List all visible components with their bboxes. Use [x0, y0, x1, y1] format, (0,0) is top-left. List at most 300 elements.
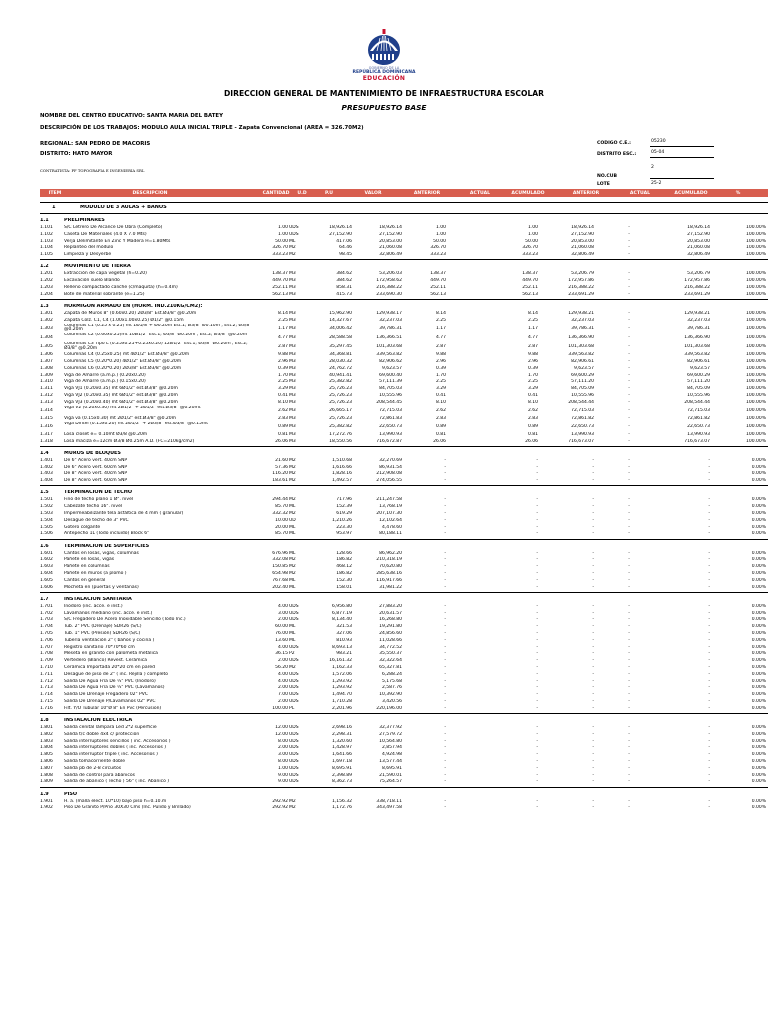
distrito-esc-value: 05-04 — [651, 150, 665, 155]
cell-vant: 22,650.73 — [571, 424, 594, 429]
cell-vant: 172,957.86 — [568, 278, 594, 284]
cell-ant: - — [444, 511, 446, 517]
cell-desc: Desagüe de techo de 3" PVC — [64, 517, 129, 523]
col-anterior: ANTERIOR — [413, 190, 441, 196]
cell-ud: M3 — [289, 335, 296, 341]
cell-pct: 0.00% — [751, 798, 766, 804]
cell-vacu: 72,715.03 — [687, 408, 710, 413]
cell-vacu: - — [708, 671, 710, 677]
table-row — [40, 352, 768, 359]
cell-pu: 1,510.68 — [331, 457, 352, 463]
cell-vant: 32,806.49 — [571, 252, 594, 258]
cell-val: 32,322.64 — [379, 658, 402, 664]
cell-desc: Lavamanos mediano (inc. acce. e inst.) — [64, 610, 153, 616]
cell-acu: - — [536, 517, 538, 523]
cell-acu: - — [536, 671, 538, 677]
cell-val: 9,623.57 — [381, 365, 402, 371]
lote-label: LOTE — [597, 182, 610, 187]
cell-ant: 562.13 — [430, 291, 446, 297]
cell-qty: 56.20 — [275, 665, 288, 671]
cell-vact: - — [628, 393, 630, 399]
cell-ant: 326.70 — [430, 245, 446, 251]
cell-val: 72,861.83 — [379, 415, 402, 421]
cell-pct: 100.00% — [745, 238, 766, 244]
cell-acu: - — [536, 524, 538, 530]
cell-desc: S/C Fregadero De Acero Inoxidable Sencillo (Todo Inc.) — [64, 617, 186, 623]
table-row — [40, 464, 768, 471]
cell-ud: M3 — [289, 326, 296, 331]
col-anterior-valor: ANTERIOR — [572, 190, 600, 196]
cell-pu: 152.30 — [336, 577, 352, 583]
cell-pu: 152.39 — [336, 504, 352, 510]
cell-pu: 158.01 — [336, 584, 352, 590]
cell-vact: - — [628, 752, 630, 758]
table-row — [40, 438, 768, 445]
cell-acu: 138.37 — [522, 271, 538, 277]
cell-acu: - — [536, 738, 538, 744]
cell-desc: Tub. 1" PVC (Presión) SDR26 (S/C) — [64, 631, 141, 637]
cell-vact: - — [628, 671, 630, 677]
table-row — [40, 392, 768, 399]
cell-pct: 0.00% — [751, 457, 766, 463]
col-actual-valor: ACTUAL — [629, 190, 651, 196]
cell-desc: Verja Delimitante En Zinc Y Madera H=1.80Mts — [64, 238, 171, 244]
cell-vacu: - — [708, 658, 710, 664]
table-row — [40, 399, 768, 406]
table-row — [40, 415, 768, 422]
cell-vact: - — [628, 517, 630, 523]
cell-pu: 384.62 — [336, 271, 352, 277]
table-row — [40, 278, 768, 285]
cell-vant: 27,152.90 — [571, 231, 594, 237]
cell-vant: - — [592, 725, 594, 731]
cell-vant: - — [592, 678, 594, 684]
cell-vact: - — [628, 471, 630, 477]
cell-vacu: 32,237.03 — [687, 317, 710, 323]
cell-vacu: - — [708, 705, 710, 711]
cell-pct: 100.00% — [745, 408, 766, 413]
cell-pct: 100.00% — [745, 231, 766, 237]
col-pu: P.U — [325, 190, 333, 196]
table-row — [40, 724, 768, 731]
cell-qty: 9.00 — [277, 772, 288, 778]
cell-qty: 13.60 — [275, 637, 288, 643]
cell-qty: 1.70 — [277, 372, 288, 378]
table-row — [40, 745, 768, 752]
cell-ant: - — [444, 738, 446, 744]
cell-item: 1.802 — [40, 731, 53, 737]
cell-val: 32,806.49 — [379, 252, 402, 258]
cell-vacu: - — [708, 624, 710, 630]
cell-pu: 18,550.56 — [329, 438, 352, 444]
cell-ud: ML — [289, 531, 296, 537]
cell-vant: - — [592, 805, 594, 811]
cell-val: 2,587.76 — [381, 685, 402, 691]
cell-ud: M2 — [289, 471, 296, 477]
cell-vacu: - — [708, 557, 710, 563]
cell-ant: - — [444, 624, 446, 630]
cell-item: 1.401 — [40, 457, 53, 463]
cell-qty: 2.96 — [277, 359, 288, 365]
cell-item: 1.710 — [40, 665, 53, 671]
cell-desc: Tub. 2" PVC (Drenaje) SDR26 (S/C) — [64, 624, 142, 630]
cell-qty: 50.00 — [275, 238, 288, 244]
cell-ant: - — [444, 637, 446, 643]
cell-pct: 100.00% — [745, 438, 766, 444]
cell-qty: 150.85 — [272, 564, 288, 570]
cell-acu: - — [536, 637, 538, 643]
cell-desc: Salida de control para abanicos — [64, 772, 135, 778]
cell-desc: Salida De Drenaje P/Lavamanos 02" PVC — [64, 699, 156, 705]
table-row — [40, 577, 768, 584]
cell-pct: 100.00% — [745, 285, 766, 291]
cell-pct: 0.00% — [751, 692, 766, 698]
cell-desc: Inodoro (inc. acce. e inst.) — [64, 603, 123, 609]
cell-vact: - — [628, 399, 630, 405]
cell-ant: 2.25 — [435, 317, 446, 323]
cell-vant: 339,563.82 — [568, 352, 594, 358]
cell-desc: Relleno compactado caliche (c/maquita) (h=0.4m) — [64, 285, 178, 291]
cell-acu: 3.29 — [527, 386, 538, 392]
cell-desc: Salida interruptor triple ( inc. Accesorios ) — [64, 752, 158, 758]
cell-vant: - — [592, 692, 594, 698]
cell-ant: 4.77 — [435, 335, 446, 341]
cell-item: 1.302 — [40, 317, 53, 323]
cell-pct: 0.00% — [751, 471, 766, 477]
cell-vant: - — [592, 745, 594, 751]
cell-pu: 24,762.72 — [329, 365, 352, 371]
cell-vact: - — [628, 564, 630, 570]
table-row — [40, 637, 768, 644]
cell-val: 22,650.73 — [379, 424, 402, 429]
cell-desc: Pañete en columnas — [64, 564, 110, 570]
cell-ud: M2 — [289, 805, 296, 811]
cell-vant: 18,926.14 — [571, 225, 594, 231]
cell-ant: 2.83 — [435, 415, 446, 421]
cell-desc: Mocheta en (puertas y ventanas) — [64, 584, 139, 590]
cell-val: 220,196.00 — [376, 705, 402, 711]
cell-vant: 32,237.03 — [571, 317, 594, 323]
cell-desc: MOVIMIENTO DE TIERRA — [64, 264, 131, 270]
cell-acu: - — [536, 731, 538, 737]
cell-qty: 2.00 — [277, 658, 288, 664]
cell-ant: 0.39 — [435, 365, 446, 371]
cell-item: 1.6 — [40, 543, 49, 549]
cell-qty: 2.00 — [277, 617, 288, 623]
cell-pu: 2,698.16 — [331, 725, 352, 731]
cell-ud: UDS — [289, 725, 299, 731]
cell-pct: 100.00% — [745, 352, 766, 358]
cell-desc: De 6" Acero vert. 40cm SNP — [64, 457, 128, 463]
cell-ant: 2.25 — [435, 379, 446, 385]
cell-val: 53,206.03 — [379, 271, 402, 277]
cell-qty: 2.00 — [277, 745, 288, 751]
cell-acu: - — [536, 699, 538, 705]
cell-ant: - — [444, 651, 446, 657]
group-row — [40, 258, 768, 270]
cell-item: 1.204 — [40, 291, 53, 297]
cell-item: 1.801 — [40, 725, 53, 731]
cell-vact: - — [628, 725, 630, 731]
cell-pu: 25,726.23 — [329, 399, 352, 405]
cell-vacu: - — [708, 805, 710, 811]
cell-desc: Bote de material sobrante (e=1.25) — [64, 291, 145, 297]
cell-vant: - — [592, 497, 594, 503]
cell-item: 1 — [52, 205, 56, 210]
cell-ant: - — [444, 457, 446, 463]
cell-desc: Registro sanitario 70*70*60 cm — [64, 644, 135, 650]
cell-vant: 13,990.93 — [571, 431, 594, 437]
cell-vacu: - — [708, 631, 710, 637]
cell-acu: - — [536, 752, 538, 758]
cell-item: 1.712 — [40, 678, 53, 684]
cell-desc: Columnas C2 (0.60x0.25)mt 10Ø1/2" Est.1; Ø3/8" Ø0.20m , Est.2; Ø3/8" @0.20m — [64, 333, 248, 338]
cell-val: 8,695.91 — [381, 765, 402, 771]
cell-ud: UDS — [289, 745, 299, 751]
cell-qty: 0.39 — [277, 365, 288, 371]
cell-ant: - — [444, 478, 446, 484]
table-row — [40, 291, 768, 298]
cell-vacu: - — [708, 759, 710, 765]
cell-acu: 2.83 — [527, 415, 538, 421]
cell-ant: 333.23 — [430, 252, 446, 258]
cell-vacu: - — [708, 603, 710, 609]
cell-acu: - — [536, 617, 538, 623]
cell-vact: - — [628, 431, 630, 437]
cell-item: 1.606 — [40, 584, 53, 590]
cell-val: 65,327.81 — [379, 665, 402, 671]
table-row — [40, 342, 768, 351]
cell-pu: 327.06 — [336, 631, 352, 637]
logo-line2: REPÚBLICA DOMINICANA — [352, 70, 416, 75]
cell-item: 1.312 — [40, 393, 53, 399]
cell-item: 1.4 — [40, 450, 49, 456]
cell-acu: 2.25 — [527, 317, 538, 323]
cell-item: 1.311 — [40, 386, 53, 392]
cell-pct: 0.00% — [751, 752, 766, 758]
cell-vact: - — [628, 651, 630, 657]
cell-val: 339,563.82 — [376, 352, 402, 358]
table-row — [40, 517, 768, 524]
cell-ant: - — [444, 577, 446, 583]
cell-ud: M3 — [289, 379, 296, 385]
cell-val: 116,917.66 — [376, 577, 402, 583]
cell-item: 1.9 — [40, 791, 49, 797]
cell-val: 129,938.17 — [376, 311, 402, 317]
cell-vacu: - — [708, 517, 710, 523]
cell-ud: M2 — [289, 571, 296, 577]
cell-pu: 186.82 — [336, 571, 352, 577]
nocub-underline — [650, 178, 714, 179]
cell-vacu: 101,303.68 — [684, 344, 710, 350]
cell-item: 1.314 — [40, 408, 53, 413]
cell-ud: ML — [289, 624, 296, 630]
cell-ant: - — [444, 550, 446, 556]
cell-pu: 1,293.92 — [331, 678, 352, 684]
cell-val: 212,908.08 — [376, 471, 402, 477]
cell-vacu: 9,623.57 — [689, 365, 710, 371]
cell-pct: 100.00% — [745, 335, 766, 341]
cell-ud: UDS — [289, 765, 299, 771]
cell-qty: 2.87 — [277, 344, 288, 350]
cell-acu: - — [536, 457, 538, 463]
col-cantidad: CANTIDAD — [262, 190, 290, 196]
cell-vact: - — [628, 291, 630, 297]
cell-vant: 82,906.61 — [571, 359, 594, 365]
cell-val: 27,579.72 — [379, 731, 402, 737]
cell-desc: Cantos en losas, vigas, columnas — [64, 550, 139, 556]
cell-vant: - — [592, 772, 594, 778]
cell-ud: ML — [289, 550, 296, 556]
cell-ud: M2 — [289, 564, 296, 570]
cell-val: 136,366.51 — [376, 335, 402, 341]
table-row — [40, 478, 768, 485]
cell-ant: - — [444, 603, 446, 609]
cell-ud: UD — [289, 517, 296, 523]
cell-ud: ML — [289, 504, 296, 510]
cell-acu: - — [536, 624, 538, 630]
cell-desc: Gotero colgante — [64, 524, 101, 530]
cell-pct: 0.00% — [751, 759, 766, 765]
cell-pct: 100.00% — [745, 386, 766, 392]
cell-val: 19,291.80 — [379, 624, 402, 630]
table-row — [40, 630, 768, 637]
cell-ud: P2 — [289, 651, 295, 657]
cell-acu: - — [536, 557, 538, 563]
cell-ud: M3 — [289, 372, 296, 378]
cell-vant: - — [592, 564, 594, 570]
cell-pct: 0.00% — [751, 637, 766, 643]
cell-vacu: - — [708, 685, 710, 691]
cell-desc: Replanteo del módulo — [64, 245, 114, 251]
cell-desc: Salida De Agua Fría De ½" PVC (Inodoro) — [64, 678, 156, 684]
cell-vacu: - — [708, 745, 710, 751]
cell-qty: 60.00 — [275, 624, 288, 630]
cell-item: 1.715 — [40, 699, 53, 705]
cell-ud: M2 — [289, 245, 296, 251]
cell-vacu: 216,388.22 — [684, 285, 710, 291]
cell-ud: ML — [289, 524, 296, 530]
cell-qty: 1.00 — [277, 225, 288, 231]
cell-desc: Cabezate techo 16". nivel — [64, 504, 123, 510]
cell-val: 27,152.90 — [379, 231, 402, 237]
cell-ant: - — [444, 524, 446, 530]
cell-ant: - — [444, 617, 446, 623]
cell-vact: - — [628, 379, 630, 385]
table-row — [40, 685, 768, 692]
cell-ud: M2 — [289, 457, 296, 463]
cell-vact: - — [628, 359, 630, 365]
cell-acu: 0.41 — [527, 393, 538, 399]
cell-item: 1.708 — [40, 651, 53, 657]
cell-pu: 25,382.82 — [329, 379, 352, 385]
cell-item: 1.505 — [40, 524, 53, 530]
cell-qty: 292.92 — [272, 798, 288, 804]
cell-vant: - — [592, 731, 594, 737]
cell-item: 1.703 — [40, 617, 53, 623]
cell-pu: 1,494.70 — [331, 692, 352, 698]
document-subtitle: PRESUPUESTO BASE — [341, 103, 427, 112]
cell-acu: - — [536, 678, 538, 684]
cell-desc: Extracción de capa vegetal (h=0.20) — [64, 271, 147, 277]
cell-qty: 183.61 — [272, 478, 288, 484]
cell-vant: - — [592, 665, 594, 671]
cell-ant: - — [444, 464, 446, 470]
cell-pu: 953.97 — [336, 531, 352, 537]
cell-item: 1.707 — [40, 644, 53, 650]
cell-pct: 100.00% — [745, 271, 766, 277]
table-row — [40, 564, 768, 571]
cell-pct: 100.00% — [745, 344, 766, 350]
cell-pu: 14,327.67 — [329, 317, 352, 323]
cell-pu: 28,588.58 — [329, 335, 352, 341]
cell-vacu: - — [708, 617, 710, 623]
cell-ud: M3 — [289, 399, 296, 405]
cell-vacu: - — [708, 765, 710, 771]
cell-acu: 9.88 — [527, 352, 538, 358]
cell-acu: - — [536, 464, 538, 470]
cell-item: 1.105 — [40, 252, 53, 258]
cell-pu: 321.53 — [336, 624, 352, 630]
cell-val: 72,715.03 — [379, 408, 402, 413]
cell-item: 1.313 — [40, 399, 53, 405]
cell-ant: - — [444, 531, 446, 537]
cell-pu: 34,006.42 — [329, 326, 352, 331]
cell-desc: INSTALACION ELECTRICA — [64, 718, 133, 723]
cell-vant: 136,366.90 — [568, 335, 594, 341]
cell-vact: - — [628, 658, 630, 664]
cell-qty: 767.68 — [272, 577, 288, 583]
table-row — [40, 644, 768, 651]
table-row — [40, 231, 768, 238]
cell-val: 4,924.98 — [381, 752, 402, 758]
cell-desc: Viga de Amarre (a.m.p.) (0.15x0.20) — [64, 379, 146, 385]
cell-val: 24,856.60 — [379, 631, 402, 637]
cell-pu: 1,492.57 — [331, 478, 352, 484]
col-valor: VALOR — [364, 190, 382, 196]
cell-vact: - — [628, 738, 630, 744]
cell-vant: - — [592, 584, 594, 590]
cell-pu: 1,572.06 — [331, 671, 352, 677]
group-row — [40, 712, 768, 724]
table-row — [40, 765, 768, 772]
cell-desc: Columnas C1 (0.25 x 0.25) mt 1Ø5/8"+ Ø0.20m Est.1; Ø3/8" Ø0.10m , Est.2; Ø3/8" @0.20m — [64, 324, 252, 333]
cell-pu: 2,298.31 — [331, 731, 352, 737]
work-description: DESCRIPCIÓN DE LOS TRABAJOS: MODULO AULA INICIAL TRIPLE - Zapata Convencional (AREA = 326.70M2) — [40, 125, 364, 131]
cell-item: 1.403 — [40, 471, 53, 477]
cell-acu: - — [536, 631, 538, 637]
cell-item: 1.501 — [40, 497, 53, 503]
cell-ud: UDS — [289, 231, 299, 237]
cell-acu: - — [536, 478, 538, 484]
cell-val: 20,631.57 — [379, 610, 402, 616]
cell-vact: - — [628, 386, 630, 392]
cell-vant: 53,206.79 — [571, 271, 594, 277]
cell-vacu: 57,111.20 — [687, 379, 710, 385]
cell-vact: - — [628, 438, 630, 444]
cell-vact: - — [628, 497, 630, 503]
cell-acu: 252.11 — [522, 285, 538, 291]
cell-acu: - — [536, 584, 538, 590]
cell-vant: - — [592, 524, 594, 530]
cell-ud: M3 — [289, 408, 296, 413]
cell-desc: MODULO DE 3 AULAS + BAÑOS — [80, 205, 167, 210]
cell-item: 1.706 — [40, 637, 53, 643]
cell-vact: - — [628, 571, 630, 577]
cell-qty: 562.13 — [272, 291, 288, 297]
cell-val: 10,564.80 — [379, 738, 402, 744]
cell-pu: 983.21 — [336, 651, 352, 657]
